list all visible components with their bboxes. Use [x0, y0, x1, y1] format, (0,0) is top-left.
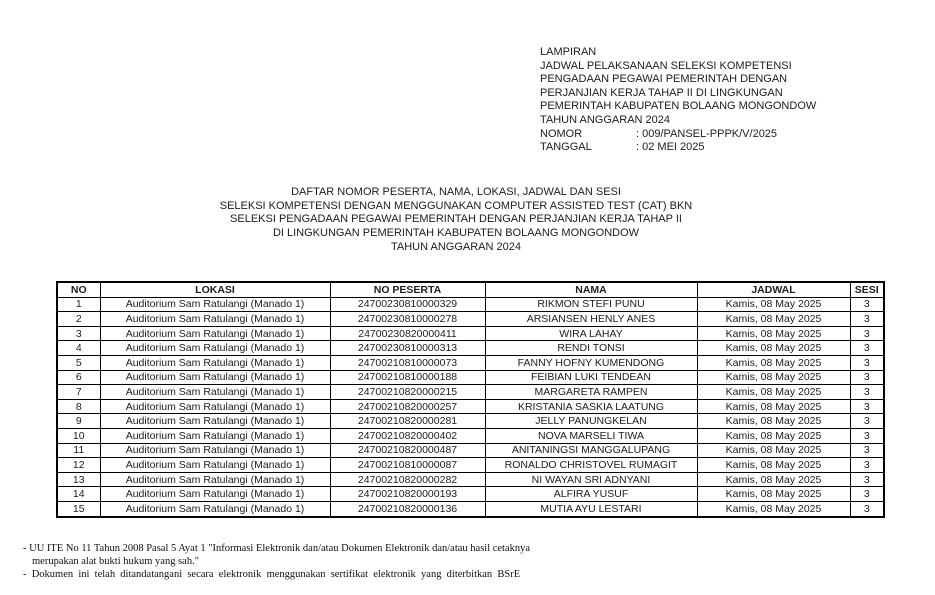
cell-no: 3: [57, 326, 100, 341]
cell-lokasi: Auditorium Sam Ratulangi (Manado 1): [100, 312, 330, 327]
cell-jadwal: Kamis, 08 May 2025: [697, 326, 850, 341]
cell-sesi: 3: [850, 326, 884, 341]
column-header-no-peserta: NO PESERTA: [330, 282, 485, 297]
cell-sesi: 3: [850, 370, 884, 385]
cell-no: 10: [57, 428, 100, 443]
cell-no-peserta: 24700230810000313: [330, 341, 485, 356]
cell-lokasi: Auditorium Sam Ratulangi (Manado 1): [100, 341, 330, 356]
cell-jadwal: Kamis, 08 May 2025: [697, 370, 850, 385]
document-title-line: DI LINGKUNGAN PEMERINTAH KABUPATEN BOLAANG MONGONDOW: [272, 227, 640, 240]
table-row: [57, 472, 884, 487]
table-header-row: [57, 282, 884, 297]
cell-nama: ARSIANSEN HENLY ANES: [485, 312, 697, 327]
cell-lokasi: Auditorium Sam Ratulangi (Manado 1): [100, 297, 330, 312]
cell-no: 8: [57, 399, 100, 414]
table-row: [57, 458, 884, 473]
footer-note-uuite-line1: - UU ITE No 11 Tahun 2008 Pasal 5 Ayat 1 "Informasi Elektronik dan/atau Dokumen Elektronik dan/atau hasil cetaknya: [23, 543, 531, 554]
cell-nama: RONALDO CHRISTOVEL RUMAGIT: [485, 458, 697, 473]
cell-sesi: 3: [850, 385, 884, 400]
column-header-no: NO: [57, 282, 100, 297]
column-header-sesi: SESI: [850, 282, 884, 297]
cell-nama: WIRA LAHAY: [485, 326, 697, 341]
table-row: [57, 297, 884, 312]
cell-jadwal: Kamis, 08 May 2025: [697, 428, 850, 443]
lampiran-header-block: [540, 46, 930, 155]
table-row: [57, 443, 884, 458]
cell-no-peserta: 24700210810000073: [330, 355, 485, 370]
cell-jadwal: Kamis, 08 May 2025: [697, 355, 850, 370]
cell-nama: FANNY HOFNY KUMENDONG: [485, 355, 697, 370]
cell-lokasi: Auditorium Sam Ratulangi (Manado 1): [100, 472, 330, 487]
cell-jadwal: Kamis, 08 May 2025: [697, 399, 850, 414]
cell-nama: ALFIRA YUSUF: [485, 487, 697, 502]
lampiran-header-line: PENGADAAN PEGAWAI PEMERINTAH DENGAN: [540, 73, 788, 86]
cell-sesi: 3: [850, 428, 884, 443]
cell-nama: FEIBIAN LUKI TENDEAN: [485, 370, 697, 385]
document-title-line: DAFTAR NOMOR PESERTA, NAMA, LOKASI, JADWAL DAN SESI: [291, 186, 621, 198]
cell-sesi: 3: [850, 501, 884, 516]
cell-no-peserta: 24700210820000487: [330, 443, 485, 458]
table-row: [57, 428, 884, 443]
participant-schedule-table: [56, 281, 885, 518]
cell-lokasi: Auditorium Sam Ratulangi (Manado 1): [100, 458, 330, 473]
cell-sesi: 3: [850, 399, 884, 414]
cell-no-peserta: 24700210820000282: [330, 472, 485, 487]
cell-no-peserta: 24700210820000215: [330, 385, 485, 400]
table-row: [57, 341, 884, 356]
cell-nama: KRISTANIA SASKIA LAATUNG: [485, 399, 697, 414]
cell-no-peserta: 24700210820000193: [330, 487, 485, 502]
cell-jadwal: Kamis, 08 May 2025: [697, 297, 850, 312]
cell-nama: NOVA MARSELI TIWA: [485, 428, 697, 443]
cell-lokasi: Auditorium Sam Ratulangi (Manado 1): [100, 385, 330, 400]
footer-note-signature: - Dokumen ini telah ditandatangani secara elektronik menggunakan sertifikat elektronik yang diterbitkan BSrE: [23, 569, 521, 580]
cell-no: 1: [57, 297, 100, 312]
cell-no-peserta: 24700210820000257: [330, 399, 485, 414]
tanggal-row: [540, 141, 930, 155]
cell-lokasi: Auditorium Sam Ratulangi (Manado 1): [100, 443, 330, 458]
cell-no-peserta: 24700230810000278: [330, 312, 485, 327]
lampiran-header-line: PERJANJIAN KERJA TAHAP II DI LINGKUNGAN: [540, 86, 783, 99]
cell-jadwal: Kamis, 08 May 2025: [697, 458, 850, 473]
document-title-line: TAHUN ANGGARAN 2024: [390, 240, 521, 253]
cell-sesi: 3: [850, 312, 884, 327]
cell-no-peserta: 24700210820000136: [330, 501, 485, 516]
cell-sesi: 3: [850, 458, 884, 473]
cell-no: 9: [57, 414, 100, 429]
cell-no: 11: [57, 443, 100, 458]
table-row: [57, 501, 884, 516]
cell-no: 14: [57, 487, 100, 502]
nomor-row: [540, 128, 930, 142]
nomor-label: NOMOR: [540, 127, 583, 140]
cell-lokasi: Auditorium Sam Ratulangi (Manado 1): [100, 487, 330, 502]
cell-lokasi: Auditorium Sam Ratulangi (Manado 1): [100, 370, 330, 385]
cell-no: 12: [57, 458, 100, 473]
cell-nama: RENDI TONSI: [485, 341, 697, 356]
table-row: [57, 326, 884, 341]
cell-no: 2: [57, 312, 100, 327]
table-row: [57, 385, 884, 400]
cell-sesi: 3: [850, 341, 884, 356]
cell-no-peserta: 24700210820000281: [330, 414, 485, 429]
cell-lokasi: Auditorium Sam Ratulangi (Manado 1): [100, 428, 330, 443]
cell-no: 13: [57, 472, 100, 487]
tanggal-value: : 02 MEI 2025: [636, 141, 705, 154]
cell-sesi: 3: [850, 414, 884, 429]
cell-lokasi: Auditorium Sam Ratulangi (Manado 1): [100, 399, 330, 414]
footer-notes: [23, 542, 543, 581]
nomor-value: : 009/PANSEL-PPPK/V/2025: [636, 127, 778, 140]
cell-no-peserta: 24700210810000087: [330, 458, 485, 473]
cell-no: 6: [57, 370, 100, 385]
cell-sesi: 3: [850, 487, 884, 502]
cell-no-peserta: 24700230810000329: [330, 297, 485, 312]
cell-nama: NI WAYAN SRI ADNYANI: [485, 472, 697, 487]
cell-sesi: 3: [850, 443, 884, 458]
cell-jadwal: Kamis, 08 May 2025: [697, 385, 850, 400]
tanggal-label: TANGGAL: [540, 141, 592, 154]
cell-no-peserta: 24700210820000402: [330, 428, 485, 443]
lampiran-header-line: PEMERINTAH KABUPATEN BOLAANG MONGONDOW: [540, 100, 817, 113]
cell-nama: MARGARETA RAMPEN: [485, 385, 697, 400]
cell-lokasi: Auditorium Sam Ratulangi (Manado 1): [100, 501, 330, 516]
cell-lokasi: Auditorium Sam Ratulangi (Manado 1): [100, 355, 330, 370]
cell-no-peserta: 24700230820000411: [330, 326, 485, 341]
cell-no: 7: [57, 385, 100, 400]
cell-no-peserta: 24700210810000188: [330, 370, 485, 385]
column-header-lokasi: LOKASI: [100, 282, 330, 297]
cell-no: 4: [57, 341, 100, 356]
table-row: [57, 487, 884, 502]
column-header-jadwal: JADWAL: [697, 282, 850, 297]
table-row: [57, 370, 884, 385]
cell-nama: MUTIA AYU LESTARI: [485, 501, 697, 516]
lampiran-header-lines: [540, 46, 930, 128]
cell-jadwal: Kamis, 08 May 2025: [697, 341, 850, 356]
cell-nama: RIKMON STEFI PUNU: [485, 297, 697, 312]
lampiran-header-line: LAMPIRAN: [540, 46, 597, 58]
cell-no: 15: [57, 501, 100, 516]
cell-sesi: 3: [850, 355, 884, 370]
lampiran-header-line: TAHUN ANGGARAN 2024: [540, 113, 671, 126]
document-title-line: SELEKSI KOMPETENSI DENGAN MENGGUNAKAN COMPUTER ASSISTED TEST (CAT) BKN: [219, 199, 693, 212]
table-row: [57, 355, 884, 370]
cell-jadwal: Kamis, 08 May 2025: [697, 487, 850, 502]
lampiran-header-line: JADWAL PELAKSANAAN SELEKSI KOMPETENSI: [540, 59, 792, 72]
footer-note-uuite-line2: merupakan alat bukti hukum yang sah.": [32, 556, 199, 567]
cell-nama: ANITANINGSI MANGGALUPANG: [485, 443, 697, 458]
cell-lokasi: Auditorium Sam Ratulangi (Manado 1): [100, 326, 330, 341]
cell-sesi: 3: [850, 472, 884, 487]
cell-lokasi: Auditorium Sam Ratulangi (Manado 1): [100, 414, 330, 429]
cell-sesi: 3: [850, 297, 884, 312]
cell-jadwal: Kamis, 08 May 2025: [697, 472, 850, 487]
cell-jadwal: Kamis, 08 May 2025: [697, 501, 850, 516]
table-row: [57, 414, 884, 429]
table-row: [57, 399, 884, 414]
cell-jadwal: Kamis, 08 May 2025: [697, 414, 850, 429]
document-title: [0, 186, 912, 255]
cell-nama: JELLY PANUNGKELAN: [485, 414, 697, 429]
cell-jadwal: Kamis, 08 May 2025: [697, 312, 850, 327]
column-header-nama: NAMA: [485, 282, 697, 297]
cell-jadwal: Kamis, 08 May 2025: [697, 443, 850, 458]
document-title-line: SELEKSI PENGADAAN PEGAWAI PEMERINTAH DENGAN PERJANJIAN KERJA TAHAP II: [230, 213, 682, 226]
table-row: [57, 312, 884, 327]
cell-no: 5: [57, 355, 100, 370]
